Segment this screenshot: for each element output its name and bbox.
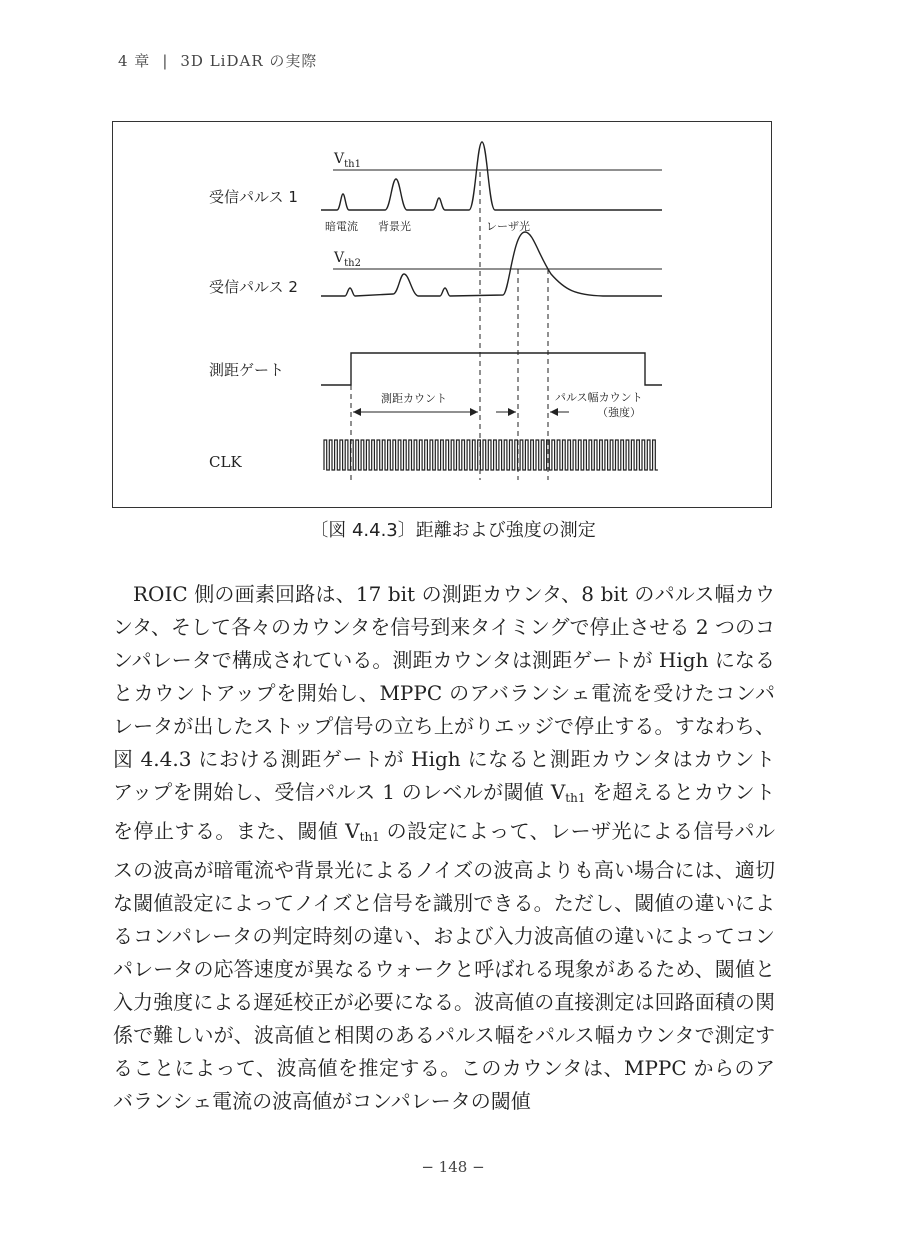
figure-caption: 〔図 4.4.3〕距離および強度の測定 <box>310 520 596 541</box>
ranging-gate-waveform <box>321 353 662 385</box>
label-gate: 測距ゲート <box>209 361 285 379</box>
timing-diagram <box>113 122 773 509</box>
chapter-label: 4 章 <box>118 52 151 70</box>
label-clk: CLK <box>209 453 242 471</box>
ranging-count-arrowhead-left <box>353 408 361 416</box>
annotation-dark-current: 暗電流 <box>325 220 358 233</box>
body-paragraph <box>113 578 775 1118</box>
header-separator: | <box>162 52 169 70</box>
vth1-sub: th1 <box>344 159 361 170</box>
pulse-width-arrowhead-left <box>508 408 516 416</box>
paragraph-text <box>113 578 775 1118</box>
label-pulse2: 受信パルス 2 <box>209 278 298 296</box>
pulse-width-count-label: パルス幅カウント <box>555 391 643 404</box>
section-title: 3D LiDAR の実際 <box>180 52 318 70</box>
pulse1-waveform <box>321 142 662 210</box>
pulse2-waveform <box>321 232 662 296</box>
ranging-count-label: 測距カウント <box>381 392 447 405</box>
pulse-width-arrowhead-right <box>550 408 558 416</box>
running-header <box>118 50 317 71</box>
paragraph-sub1: th1 <box>565 791 586 805</box>
annotation-laser-light: レーザ光 <box>486 220 530 233</box>
paragraph-seg2: を超えるとカウントを停止する。また、閾値 V <box>113 780 775 843</box>
vth2-sub: th2 <box>344 258 361 269</box>
page-number: − 148 − <box>421 1158 485 1176</box>
paragraph-sub2: th1 <box>359 830 380 844</box>
vth1-label <box>333 151 361 170</box>
ranging-count-arrowhead-right <box>470 408 478 416</box>
vth1-main: V <box>334 151 345 167</box>
annotation-background-light: 背景光 <box>378 220 411 233</box>
label-pulse1: 受信パルス 1 <box>209 188 298 206</box>
clk-waveform <box>324 440 658 470</box>
paragraph-seg1: ROIC 側の画素回路は、17 bit の測距カウンタ、8 bit のパルス幅カウンタ、そして各々のカウンタを信号到来タイミングで停止させる 2 つのコンパレータで構成されている。測距カウンタは測距ゲートが High になるとカウントアップを開始し、MPPC のアバランシェ電流を受けたコンパレータが出したストップ信号の立ち上がりエッジで停止する。すなわち、図 4.4.3 における測距ゲートが High になると測距カウンタはカウントアップを開始し、受信パルス 1 のレベルが閾値 V <box>113 582 775 804</box>
paragraph-seg3: の設定によって、レーザ光による信号パルスの波高が暗電流や背景光によるノイズの波高よりも高い場合には、適切な閾値設定によってノイズと信号を識別できる。ただし、閾値の違いによるコンパレータの判定時刻の違い、および入力波高値の違いによってコンパレータの応答速度が異なるウォークと呼ばれる現象があるため、閾値と入力強度による遅延校正が必要になる。波高値の直接測定は回路面積の関係で難しいが、波高値と相関のあるパルス幅をパルス幅カウンタで測定することによって、波高値を推定する。このカウンタは、MPPC からのアバランシェ電流の波高値がコンパレータの閾値 <box>113 819 775 1113</box>
vth2-label <box>333 250 361 269</box>
vth2-main: V <box>334 250 345 266</box>
intensity-label: （強度） <box>597 406 641 419</box>
timing-diagram-figure <box>112 121 772 508</box>
